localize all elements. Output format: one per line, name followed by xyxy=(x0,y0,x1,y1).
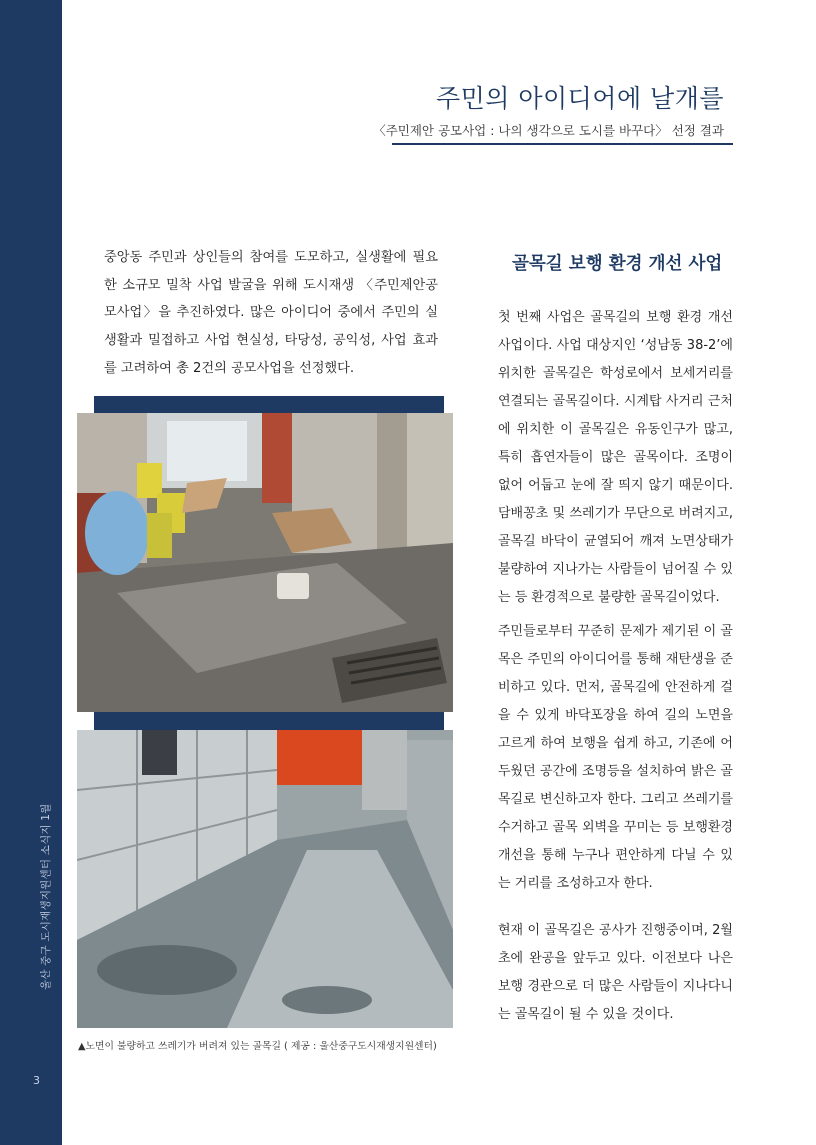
page-title: 주민의 아이디어에 날개를 xyxy=(435,83,724,113)
article-paragraph-3: 현재 이 골목길은 공사가 진행중이며, 2월 초에 완공을 앞두고 있다. 이전보다 나은 보행 경관으로 더 많은 사람들이 지나다니는 골목길이 될 수 있을 것이다. xyxy=(498,923,733,1022)
page-number: 3 xyxy=(33,1074,40,1087)
title-rule xyxy=(392,143,733,145)
page-subtitle: 〈주민제안 공모사업 : 나의 생각으로 도시를 바꾸다〉 선정 결과 xyxy=(373,123,724,138)
photo-caption: ▲노면이 불량하고 쓰레기가 버려져 있는 골목길 ( 제공 : 울산중구도시재생지원센터) xyxy=(78,1041,437,1052)
article-paragraph-2: 주민들로부터 꾸준히 문제가 제기된 이 골목은 주민의 아이디어를 통해 재탄생을 준비하고 있다. 먼저, 골목길에 안전하게 걸을 수 있게 바닥포장을 하여 길의 노면을 고르게 하여 보행을 쉽게 하고, 기존에 어두웠던 공간에 조명등을 설치하여 밝은 골목길로 변신하고자 한다. 그리고 쓰레기를 수거하고 골목 외벽을 꾸미는 등 보행환경개선을 통해 누구나 편안하게 다닐 수 있는 거리를 조성하고자 한다. xyxy=(498,624,733,891)
article-paragraph-1: 첫 번째 사업은 골목길의 보행 환경 개선 사업이다. 사업 대상지인 ‘성남동 38-2’에 위치한 골목길은 학성로에서 보세거리를 연결되는 골목길이다. 시계탑 사거리 근처에 위치한 이 골목길은 유동인구가 많고, 특히 흡연자들이 많은 골목이다. 조명이 없어 어둡고 눈에 잘 띄지 않기 때문이다. 담배꽁초 및 쓰레기가 무단으로 버려지고, 골목길 바닥이 균열되어 깨져 노면상태가 불량하여 지나가는 사람들이 넘어질 수 있는 등 환경적으로 불량한 골목길이었다. xyxy=(498,310,733,605)
intro-paragraph: 중앙동 주민과 상인들의 참여를 도모하고, 실생활에 필요한 소규모 밀착 사업 발굴을 위해 도시재생 〈주민제안공모사업〉을 추진하였다. 많은 아이디어 중에서 주민의 실생활과 밀접하고 사업 현실성, 타당성, 공익성, 사업 효과를 고려하여 총 2건의 공모사업을 선정했다. xyxy=(104,250,438,376)
newsletter-label: 울산 중구 도시재생지원센터 소식지 1월 xyxy=(40,803,52,990)
alley-photo-trash xyxy=(77,413,453,712)
alley-photo-cracked-path xyxy=(77,730,453,1028)
article-heading: 골목길 보행 환경 개선 사업 xyxy=(512,253,723,274)
page-sidebar xyxy=(0,0,62,1145)
